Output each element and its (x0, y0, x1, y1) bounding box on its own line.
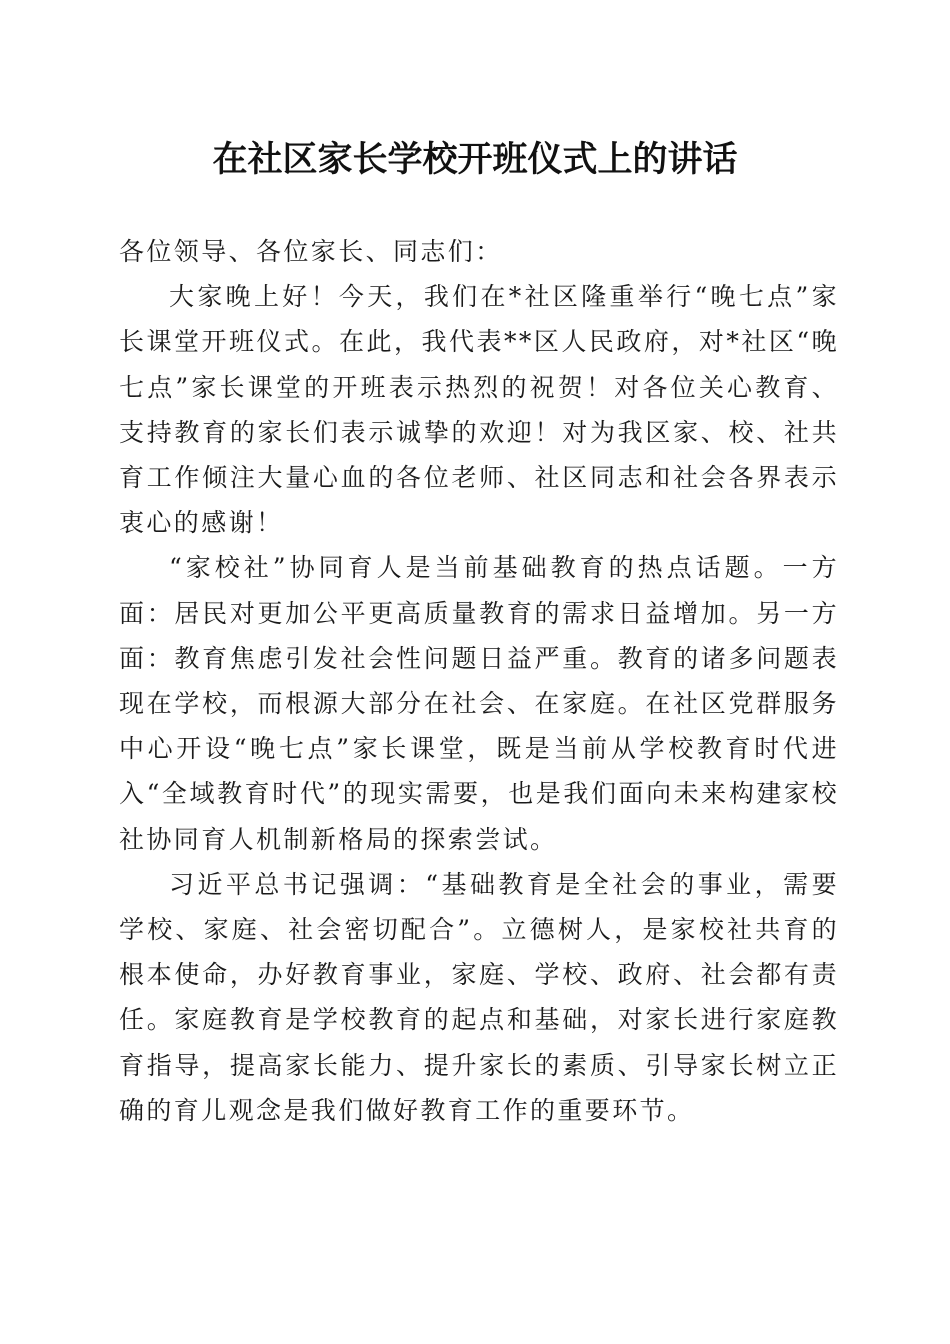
document-body (119, 229, 839, 1133)
paragraph-2: “家校社”协同育人是当前基础教育的热点话题。一方面：居民对更加公平更高质量教育的需求日益增加。另一方面：教育焦虑引发社会性问题日益严重。教育的诸多问题表现在学校，而根源大部分在社会、在家庭。在社区党群服务中心开设“晚七点”家长课堂，既是当前从学校教育时代进入“全域教育时代”的现实需要，也是我们面向未来构建家校社协同育人机制新格局的探索尝试。 (119, 553, 839, 854)
document-title: 在社区家长学校开班仪式上的讲话 (212, 139, 738, 180)
paragraph-1: 大家晚上好！今天，我们在*社区隆重举行“晚七点”家长课堂开班仪式。在此，我代表**区人民政府，对*社区“晚七点”家长课堂的开班表示热烈的祝贺！对各位关心教育、支持教育的家长们表示诚挚的欢迎！对为我区家、校、社共育工作倾注大量心血的各位老师、社区同志和社会各界表示衷心的感谢！ (119, 282, 839, 538)
salutation: 各位领导、各位家长、同志们： (119, 237, 503, 266)
paragraph-3: 习近平总书记强调：“基础教育是全社会的事业，需要学校、家庭、社会密切配合”。立德树人，是家校社共育的根本使命，办好教育事业，家庭、学校、政府、社会都有责任。家庭教育是学校教育的起点和基础，对家长进行家庭教育指导，提高家长能力、提升家长的素质、引导家长树立正确的育儿观念是我们做好教育工作的重要环节。 (119, 869, 839, 1125)
